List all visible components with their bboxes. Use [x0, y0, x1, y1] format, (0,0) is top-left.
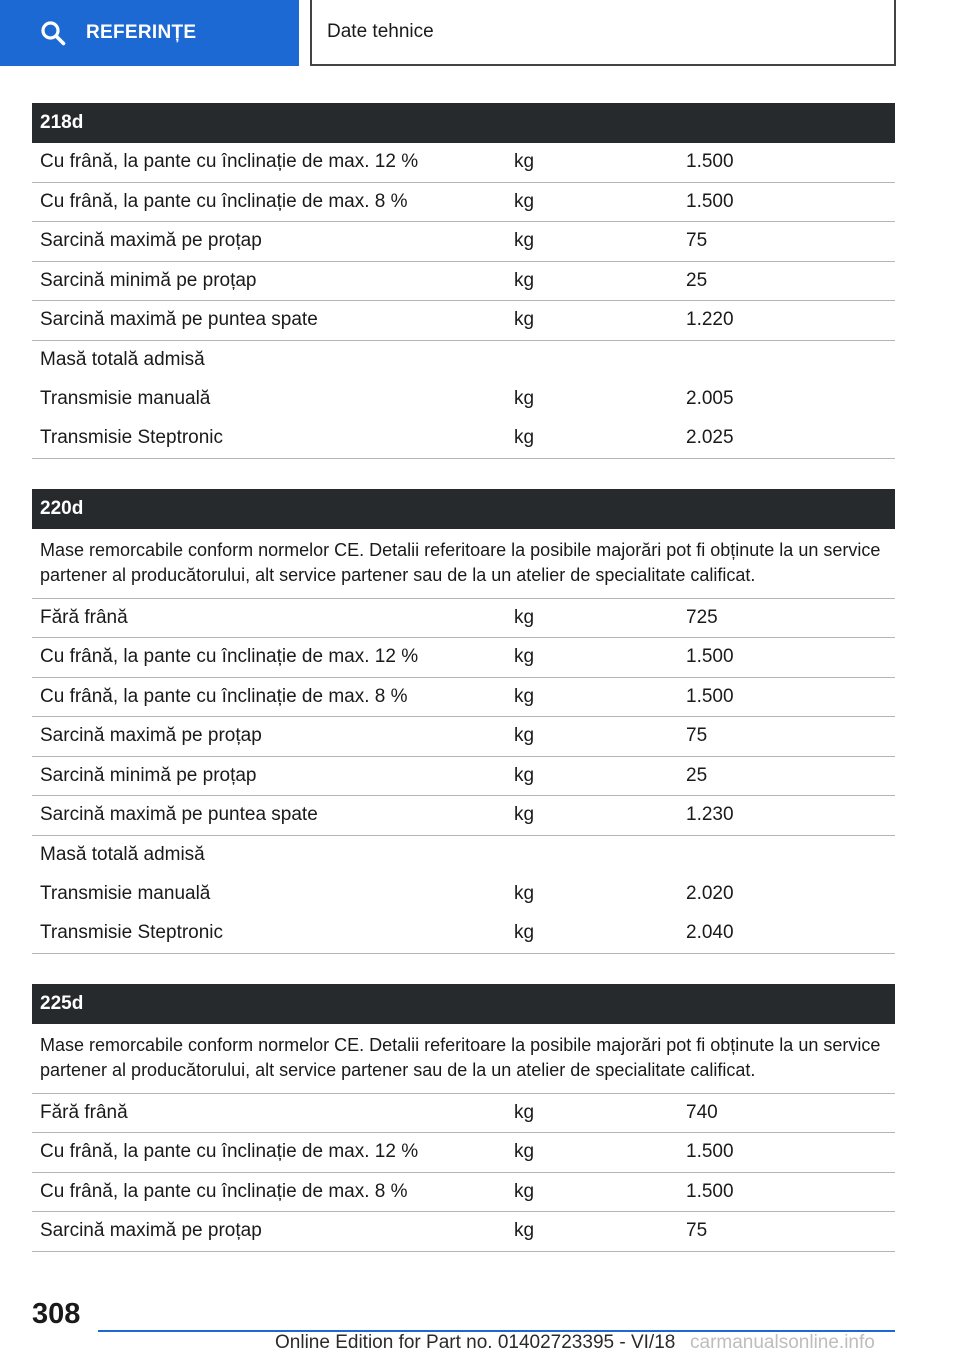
- row-unit: kg: [514, 1220, 535, 1242]
- row-value: 2.005: [686, 388, 734, 409]
- row-value: 1.500: [686, 190, 734, 212]
- row-unit: kg: [514, 883, 535, 904]
- row-label: Sarcină maximă pe proțap: [40, 230, 262, 252]
- table-note: Mase remorcabile conform normelor CE. Detalii referitoare la posibile majorări pot fi obținute la un service partener al producătorului, alt service partener sau de la un atelier de specialitate calificat.: [32, 529, 895, 599]
- row-value: 725: [686, 606, 718, 628]
- table-header: 225d: [32, 984, 895, 1024]
- row-value: 1.500: [686, 646, 734, 668]
- spec-table: [32, 103, 895, 459]
- table-row: [32, 1173, 895, 1213]
- watermark: carmanualsonline.info: [690, 1332, 875, 1353]
- table-row: [32, 717, 895, 757]
- row-label: Sarcină maximă pe puntea spate: [40, 309, 318, 331]
- row-value: 1.500: [686, 151, 734, 173]
- row-label: Transmisie Steptronic: [40, 427, 224, 448]
- row-unit: kg: [514, 388, 535, 409]
- row-value: 25: [686, 269, 708, 291]
- spec-tables: [32, 103, 895, 1282]
- table-row: [32, 875, 895, 914]
- row-value: 75: [686, 230, 708, 252]
- top-navigation: [0, 0, 960, 66]
- table-row: [32, 796, 895, 836]
- row-label: Sarcină maximă pe proțap: [40, 1220, 262, 1242]
- references-label: REFERINȚE: [86, 22, 197, 43]
- table-row: [32, 1094, 895, 1134]
- group-label: Masă totală admisă: [40, 349, 205, 370]
- group-label-row: [32, 341, 895, 380]
- row-label: Cu frână, la pante cu înclinație de max. 12 %: [40, 151, 419, 173]
- table-row: [32, 301, 895, 341]
- row-unit: kg: [514, 230, 535, 252]
- row-value: 25: [686, 764, 708, 786]
- table-header: 218d: [32, 103, 895, 143]
- row-value: 740: [686, 1101, 718, 1123]
- row-label: Cu frână, la pante cu înclinație de max. 8 %: [40, 1180, 408, 1202]
- spec-table: [32, 984, 895, 1252]
- table-note: Mase remorcabile conform normelor CE. Detalii referitoare la posibile majorări pot fi obținute la un service partener al producătorului, alt service partener sau de la un atelier de specialitate calificat.: [32, 1024, 895, 1094]
- row-label: Cu frână, la pante cu înclinație de max. 12 %: [40, 1141, 419, 1163]
- row-unit: kg: [514, 646, 535, 668]
- row-unit: kg: [514, 725, 535, 747]
- row-unit: kg: [514, 804, 535, 826]
- row-label: Transmisie manuală: [40, 883, 211, 904]
- row-value: 1.220: [686, 309, 734, 331]
- row-value: 1.500: [686, 1141, 734, 1163]
- group-label-row: [32, 836, 895, 875]
- table-header: 220d: [32, 489, 895, 529]
- row-unit: kg: [514, 685, 535, 707]
- row-label: Cu frână, la pante cu înclinație de max. 12 %: [40, 646, 419, 668]
- row-unit: kg: [514, 1180, 535, 1202]
- row-unit: kg: [514, 764, 535, 786]
- row-label: Cu frână, la pante cu înclinație de max. 8 %: [40, 190, 408, 212]
- row-label: Cu frână, la pante cu înclinație de max. 8 %: [40, 685, 408, 707]
- references-tab[interactable]: [0, 0, 299, 66]
- table-row: [32, 183, 895, 223]
- table-row: [32, 599, 895, 639]
- table-row: [32, 914, 895, 953]
- edition-info: Online Edition for Part no. 01402723395 - VI/18: [275, 1332, 676, 1353]
- table-row: [32, 1212, 895, 1252]
- group-label: Masă totală admisă: [40, 844, 205, 865]
- table-row: [32, 222, 895, 262]
- row-value: 2.020: [686, 883, 734, 904]
- row-label: Fără frână: [40, 1101, 128, 1123]
- row-value: 1.230: [686, 804, 734, 826]
- row-unit: kg: [514, 922, 535, 943]
- row-label: Sarcină maximă pe proțap: [40, 725, 262, 747]
- section-title: Date tehnice: [327, 21, 434, 42]
- row-label: Fără frână: [40, 606, 128, 628]
- row-label: Sarcină minimă pe proțap: [40, 269, 257, 291]
- page-number: 308: [32, 1298, 81, 1330]
- table-row: [32, 143, 895, 183]
- row-label: Transmisie manuală: [40, 388, 211, 409]
- row-value: 2.040: [686, 922, 734, 943]
- row-value: 2.025: [686, 427, 734, 448]
- table-row: [32, 380, 895, 419]
- search-icon: [40, 20, 66, 46]
- mass-group: [32, 341, 895, 459]
- row-unit: kg: [514, 606, 535, 628]
- table-row: [32, 638, 895, 678]
- row-label: Transmisie Steptronic: [40, 922, 224, 943]
- row-label: Sarcină minimă pe proțap: [40, 764, 257, 786]
- row-unit: kg: [514, 1101, 535, 1123]
- row-value: 1.500: [686, 1180, 734, 1202]
- row-label: Sarcină maximă pe puntea spate: [40, 804, 318, 826]
- row-unit: kg: [514, 190, 535, 212]
- table-row: [32, 419, 895, 458]
- table-row: [32, 1133, 895, 1173]
- mass-group: [32, 836, 895, 954]
- row-value: 75: [686, 1220, 708, 1242]
- row-unit: kg: [514, 309, 535, 331]
- spec-table: [32, 489, 895, 954]
- table-row: [32, 678, 895, 718]
- table-row: [32, 262, 895, 302]
- row-value: 75: [686, 725, 708, 747]
- row-unit: kg: [514, 151, 535, 173]
- row-value: 1.500: [686, 685, 734, 707]
- row-unit: kg: [514, 427, 535, 448]
- row-unit: kg: [514, 1141, 535, 1163]
- row-unit: kg: [514, 269, 535, 291]
- section-tab[interactable]: [310, 0, 896, 66]
- table-row: [32, 757, 895, 797]
